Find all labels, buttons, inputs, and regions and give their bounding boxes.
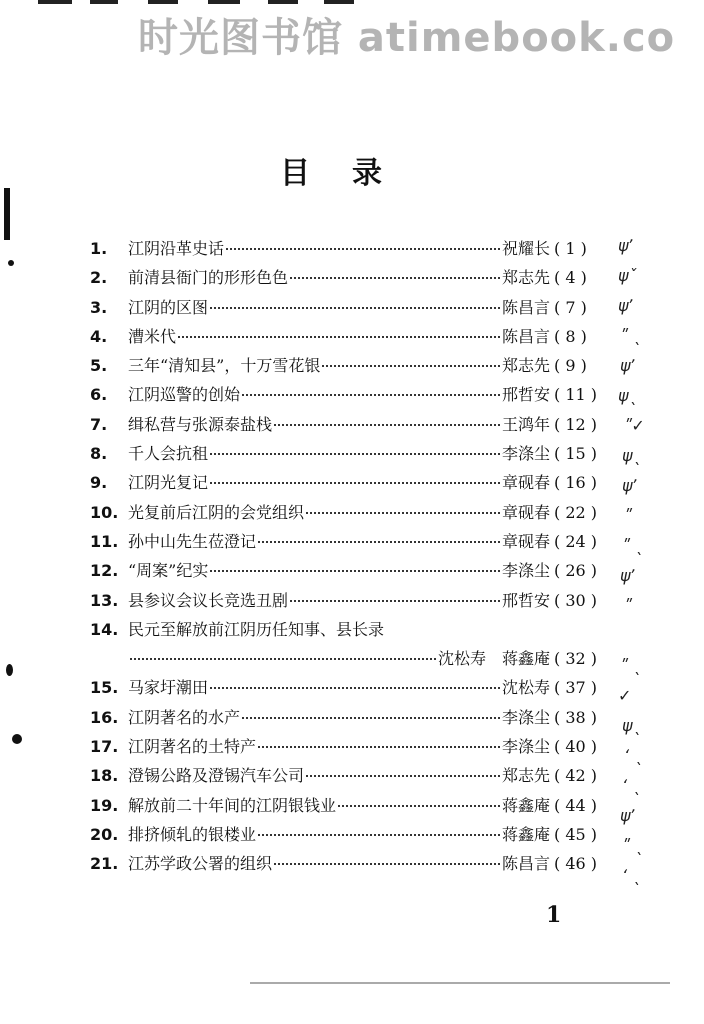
leader-dots bbox=[210, 569, 500, 572]
entry-number: 13. bbox=[90, 590, 119, 610]
entry-title: 澄锡公路及澄锡汽车公司 bbox=[128, 766, 305, 786]
leader-dots bbox=[178, 335, 500, 338]
bottom-scan-line bbox=[250, 982, 670, 984]
entry-title: 江阴著名的土特产 bbox=[128, 737, 257, 757]
handwritten-check-mark: ψˎ bbox=[622, 446, 641, 465]
leader-dots bbox=[306, 511, 500, 514]
handwritten-check-mark: ψʼ bbox=[618, 236, 634, 255]
handwritten-check-mark: ψˎ bbox=[618, 386, 637, 405]
leader-dots bbox=[242, 716, 500, 719]
entry-title: 三年“清知县”，十万雪花银 bbox=[128, 356, 321, 376]
entry-author: 沈松寿 bbox=[501, 678, 550, 698]
toc-entry bbox=[90, 851, 610, 880]
entry-number: 21. bbox=[90, 854, 119, 874]
toc-entry bbox=[90, 705, 610, 734]
toc-entry bbox=[90, 500, 610, 529]
toc-entry bbox=[90, 441, 610, 470]
entry-title: 江苏学政公署的组织 bbox=[128, 854, 273, 874]
entry-author: 李涤尘 bbox=[501, 561, 550, 581]
toc-entry bbox=[90, 763, 610, 792]
entry-title: 江阴著名的水产 bbox=[128, 707, 241, 727]
binding-mark bbox=[4, 188, 10, 240]
page-title: 目录 bbox=[280, 156, 424, 191]
leader-dots bbox=[242, 393, 500, 396]
entry-author: 李涤尘 bbox=[501, 444, 550, 464]
handwritten-check-mark: ψʼ bbox=[620, 806, 636, 825]
entry-number: 4. bbox=[90, 326, 108, 346]
entry-page: ( 26 ) bbox=[554, 561, 598, 581]
entry-page: ( 11 ) bbox=[554, 385, 598, 405]
toc-entry bbox=[90, 588, 610, 617]
entry-number: 1. bbox=[90, 239, 108, 258]
entry-author: 李涤尘 bbox=[501, 707, 550, 727]
entry-number: 9. bbox=[90, 473, 108, 493]
binding-dot bbox=[6, 664, 13, 676]
leader-dots bbox=[274, 423, 500, 426]
entry-page: ( 37 ) bbox=[554, 678, 598, 698]
binding-dot bbox=[12, 734, 22, 744]
entry-author: 郑志先 bbox=[501, 268, 550, 288]
entry-title: 排挤倾轧的银楼业 bbox=[128, 824, 257, 844]
entry-title: 县参议会议长竞选丑剧 bbox=[128, 590, 289, 610]
leader-dots bbox=[258, 833, 500, 836]
toc-entry bbox=[90, 265, 610, 294]
leader-dots bbox=[210, 452, 500, 455]
entry-page: ( 24 ) bbox=[554, 531, 598, 551]
handwritten-check-mark: ψˇ bbox=[618, 266, 637, 285]
toc-entry bbox=[90, 529, 610, 558]
table-of-contents bbox=[90, 236, 610, 881]
toc-entry bbox=[90, 295, 610, 324]
entry-title: 前清县衙门的形形色色 bbox=[128, 268, 289, 288]
toc-entry bbox=[90, 236, 610, 265]
entry-page: ( 30 ) bbox=[554, 590, 598, 610]
entry-title: 漕米代 bbox=[128, 326, 177, 346]
toc-entry bbox=[90, 617, 610, 646]
entry-number: 11. bbox=[90, 531, 119, 551]
entry-title: 江阴光复记 bbox=[128, 473, 209, 493]
entry-title: 孙中山先生莅澄记 bbox=[128, 531, 257, 551]
entry-author: 郑志先 bbox=[501, 766, 550, 786]
entry-author: 章砚春 bbox=[501, 473, 550, 493]
entry-page: ( 16 ) bbox=[554, 473, 598, 493]
entry-title: 马家圩潮田 bbox=[128, 678, 209, 698]
toc-entry-continuation bbox=[90, 646, 610, 675]
entry-author: 陈昌言 bbox=[501, 297, 550, 317]
leader-dots bbox=[130, 657, 436, 660]
leader-dots bbox=[274, 862, 500, 865]
handwritten-check-mark: ʻ ˎ bbox=[624, 746, 643, 765]
entry-author: 蒋鑫庵 bbox=[501, 824, 550, 844]
entry-number: 19. bbox=[90, 795, 119, 815]
toc-entry bbox=[90, 324, 610, 353]
entry-number: 6. bbox=[90, 385, 108, 405]
leader-dots bbox=[226, 247, 500, 250]
entry-author: 蒋鑫庵 bbox=[501, 795, 550, 815]
leader-dots bbox=[338, 804, 500, 807]
entry-page: ( 45 ) bbox=[554, 824, 598, 844]
entry-title: 千人会抗租 bbox=[128, 444, 209, 464]
entry-page: ( 46 ) bbox=[554, 854, 598, 874]
toc-entry bbox=[90, 793, 610, 822]
entry-title: 光复前后江阴的会党组织 bbox=[128, 502, 305, 522]
leader-dots bbox=[290, 599, 500, 602]
entry-number: 2. bbox=[90, 268, 108, 288]
entry-number: 12. bbox=[90, 561, 119, 581]
handwritten-check-mark: ʻ ˎ bbox=[622, 866, 641, 885]
handwritten-check-mark: ʺ ˎ bbox=[622, 536, 643, 555]
handwritten-check-mark: ʺ bbox=[624, 596, 632, 615]
entry-number: 3. bbox=[90, 297, 108, 317]
leader-dots bbox=[322, 364, 500, 367]
entry-author: 陈昌言 bbox=[501, 326, 550, 346]
toc-entry bbox=[90, 822, 610, 851]
toc-entry bbox=[90, 558, 610, 587]
handwritten-check-mark: ψˎ bbox=[622, 716, 641, 735]
entry-author: 李涤尘 bbox=[501, 737, 550, 757]
entry-page: ( 1 ) bbox=[554, 239, 587, 258]
watermark: 时光图书馆 atimebook.co bbox=[138, 15, 676, 61]
leader-dots bbox=[210, 481, 500, 484]
toc-entry bbox=[90, 470, 610, 499]
entry-page: ( 42 ) bbox=[554, 766, 598, 786]
toc-entry bbox=[90, 382, 610, 411]
entry-author: 邢哲安 bbox=[501, 590, 550, 610]
handwritten-check-mark: ʺ bbox=[624, 506, 632, 525]
leader-dots bbox=[210, 686, 500, 689]
toc-entry bbox=[90, 353, 610, 382]
entry-number: 16. bbox=[90, 707, 119, 727]
entry-page: ( 44 ) bbox=[554, 795, 598, 815]
entry-author: 邢哲安 bbox=[501, 385, 550, 405]
entry-number: 7. bbox=[90, 414, 108, 434]
entry-page: ( 15 ) bbox=[554, 444, 598, 464]
entry-author: 沈松寿 蒋鑫庵 bbox=[437, 649, 550, 669]
entry-number: 18. bbox=[90, 766, 119, 786]
entry-number: 14. bbox=[90, 619, 119, 639]
entry-page: ( 9 ) bbox=[554, 356, 587, 376]
entry-number: 5. bbox=[90, 356, 108, 376]
handwritten-check-mark: ʺ✓ bbox=[624, 416, 645, 435]
handwritten-check-mark: ʻ ˎ bbox=[622, 776, 641, 795]
toc-entry bbox=[90, 412, 610, 441]
handwritten-check-mark: ʺ ˎ bbox=[620, 656, 641, 675]
entry-title: 解放前二十年间的江阴银钱业 bbox=[128, 795, 337, 815]
entry-number: 20. bbox=[90, 824, 119, 844]
entry-title: 江阴的区图 bbox=[128, 297, 209, 317]
leader-dots bbox=[306, 774, 500, 777]
handwritten-check-mark: ʺ ˎ bbox=[620, 326, 641, 345]
entry-number: 10. bbox=[90, 502, 119, 522]
entry-author: 章砚春 bbox=[501, 531, 550, 551]
handwritten-check-mark: ✓ bbox=[618, 686, 632, 705]
entry-title: 江阴沿革史话 bbox=[128, 239, 225, 258]
toc-entry bbox=[90, 734, 610, 763]
entry-page: ( 40 ) bbox=[554, 737, 598, 757]
entry-author: 章砚春 bbox=[501, 502, 550, 522]
entry-title: 民元至解放前江阴历任知事、县长录 bbox=[128, 619, 385, 639]
entry-title: “周案”纪实 bbox=[128, 561, 209, 581]
entry-number: 8. bbox=[90, 444, 108, 464]
entry-author: 王鸿年 bbox=[501, 414, 550, 434]
entry-author: 郑志先 bbox=[501, 356, 550, 376]
entry-page: ( 8 ) bbox=[554, 326, 587, 346]
entry-page: ( 32 ) bbox=[554, 649, 598, 669]
entry-title: 缉私营与张源泰盐栈 bbox=[128, 414, 273, 434]
entry-author: 祝耀长 bbox=[501, 239, 550, 258]
entry-title: 江阴巡警的创始 bbox=[128, 385, 241, 405]
entry-page: ( 38 ) bbox=[554, 707, 598, 727]
leader-dots bbox=[258, 540, 500, 543]
leader-dots bbox=[290, 276, 500, 279]
binding-dot bbox=[8, 260, 14, 266]
entry-number: 15. bbox=[90, 678, 119, 698]
entry-page: ( 7 ) bbox=[554, 297, 587, 317]
leader-dots bbox=[258, 745, 500, 748]
entry-number: 17. bbox=[90, 737, 119, 757]
page-number: 1 bbox=[546, 902, 562, 928]
leader-dots bbox=[210, 306, 500, 309]
entry-page: ( 4 ) bbox=[554, 268, 587, 288]
toc-entry bbox=[90, 675, 610, 704]
handwritten-check-mark: ψʼ bbox=[620, 566, 636, 585]
entry-page: ( 22 ) bbox=[554, 502, 598, 522]
handwritten-check-mark: ψʼ bbox=[620, 356, 636, 375]
handwritten-check-mark: ψʼ bbox=[618, 296, 634, 315]
entry-author: 陈昌言 bbox=[501, 854, 550, 874]
handwritten-check-mark: ψʼ bbox=[622, 476, 638, 495]
handwritten-check-mark: ʺ ˎ bbox=[622, 836, 643, 855]
entry-page: ( 12 ) bbox=[554, 414, 598, 434]
